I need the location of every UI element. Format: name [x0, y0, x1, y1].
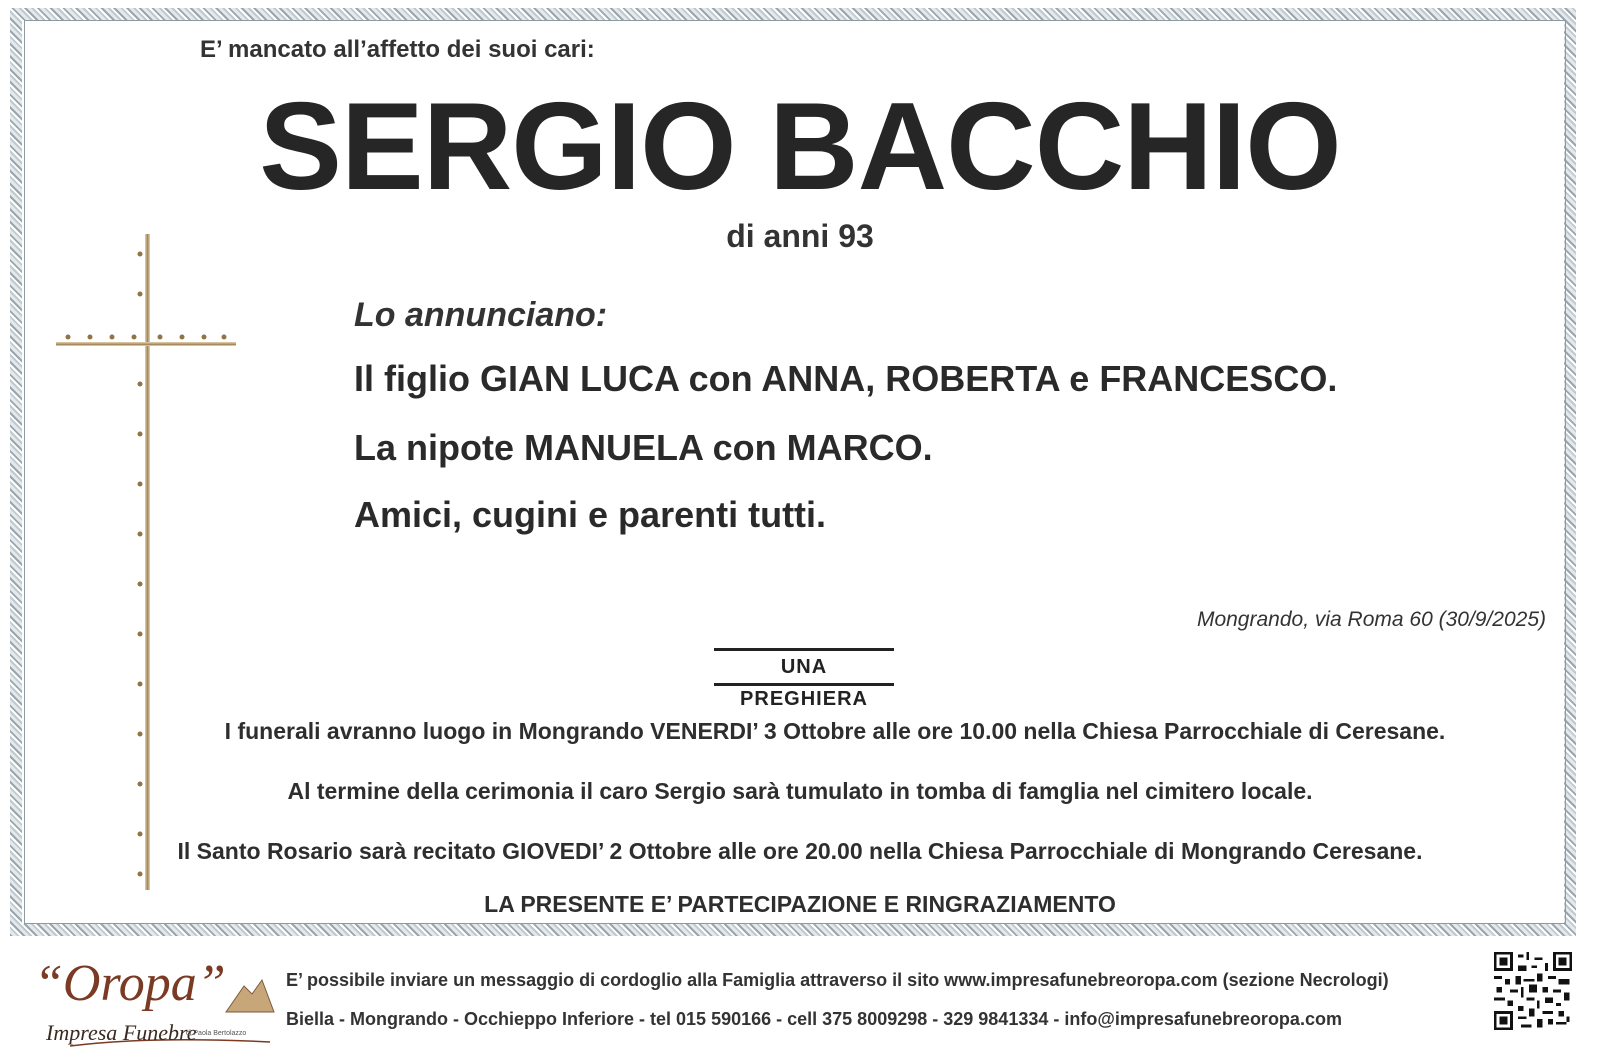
announce-heading: Lo annunciano: [354, 296, 608, 334]
family-line: Il figlio GIAN LUCA con ANNA, ROBERTA e FRANCESCO. [354, 358, 1338, 399]
logo-name: “Oropa” [34, 955, 226, 1012]
funeral-line: Il Santo Rosario sarà recitato GIOVEDI’ 2 Ottobre alle ore 20.00 nella Chiesa Parrocchiale di Mongrando Ceresane. [177, 838, 1423, 864]
logo-icon [30, 950, 280, 1050]
closing-line: LA PRESENTE E’ PARTECIPAZIONE E RINGRAZIAMENTO [484, 891, 1116, 917]
condolence-message: E’ possibile inviare un messaggio di cordoglio alla Famiglia attraverso il sito www.impresafunebreoropa.com (sezione Necrologi) [286, 970, 1389, 990]
contact-line: Biella - Mongrando - Occhieppo Inferiore - tel 015 590166 - cell 375 8009298 - 329 9841334 - info@impresafunebreoropa.com [286, 1009, 1342, 1029]
deceased-name: SERGIO BACCHIO [259, 78, 1341, 216]
place-date: Mongrando, via Roma 60 (30/9/2025) [1196, 608, 1546, 631]
logo-subtitle: Impresa Funebre [46, 1020, 197, 1045]
funeral-line: Al termine della cerimonia il caro Sergio sarà tumulato in tomba di famglia nel cimitero locale. [287, 778, 1313, 804]
intro-text: E’ mancato all’affetto dei suoi cari: [200, 36, 595, 63]
family-line: La nipote MANUELA con MARCO. [354, 427, 933, 468]
family-line: Amici, cugini e parenti tutti. [354, 494, 827, 535]
deceased-age: di anni 93 [726, 218, 874, 254]
prayer-label: UNA PREGHIERA [714, 648, 894, 686]
funeral-line: I funerali avranno luogo in Mongrando VENERDI’ 3 Ottobre alle ore 10.00 nella Chiesa Parrocchiale di Ceresane. [224, 718, 1446, 744]
qr-code-icon[interactable] [1494, 952, 1572, 1030]
logo-small-text: di Paola Bertolazzo [186, 1030, 247, 1037]
